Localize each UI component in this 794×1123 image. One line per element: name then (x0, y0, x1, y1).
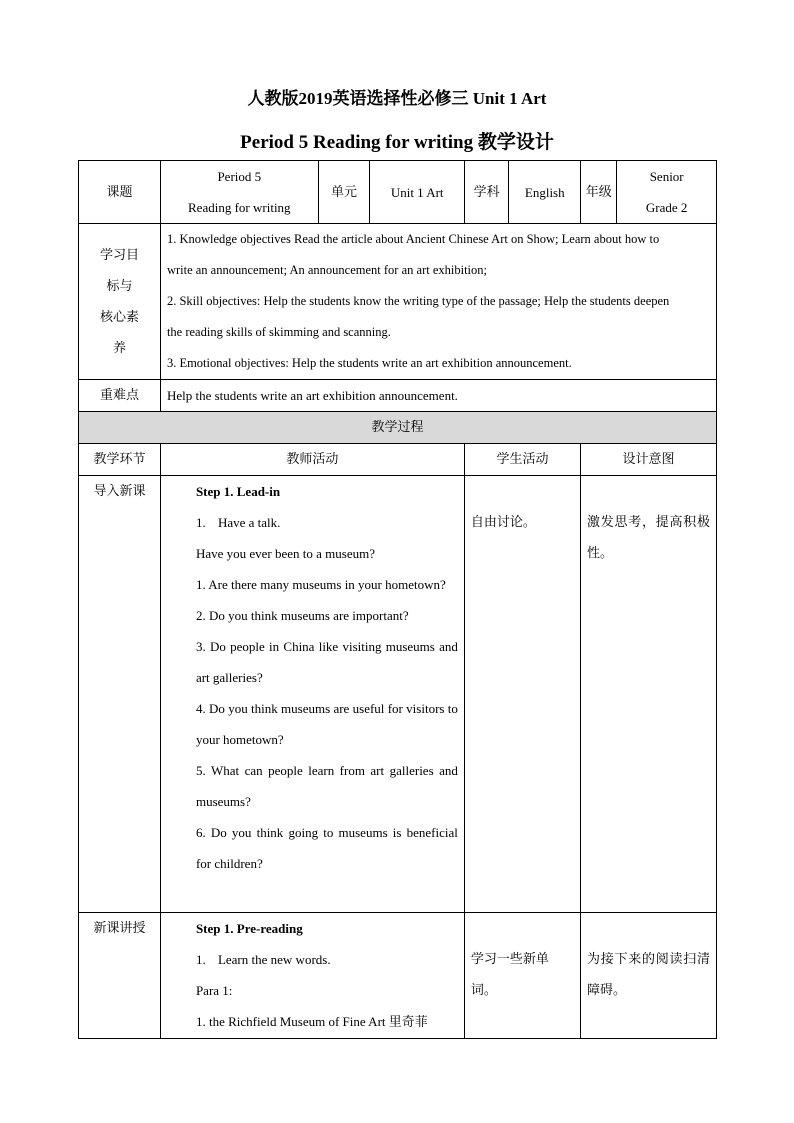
lead-in-question-5: 5. What can people learn from art galleries and museums? (195, 763, 458, 809)
topic-value-line-2: Reading for writing (188, 200, 291, 215)
lead-in-student-text: 自由讨论。 (470, 515, 536, 530)
grade-label: 年级 (581, 161, 617, 224)
grade-value-line-2: Grade 2 (645, 200, 688, 215)
lead-in-question-1: 1. Are there many museums in your hometown? (195, 577, 446, 592)
lead-in-teacher (160, 476, 464, 913)
new-lesson-intent-text: 为接下来的阅读扫清障碍。 (587, 952, 710, 998)
lead-in-item: 1. Have a talk. (195, 515, 281, 530)
grade-value (617, 161, 717, 224)
unit-label: 单元 (318, 161, 370, 224)
new-lesson-teacher (160, 913, 464, 1039)
subject-value: English (509, 161, 581, 224)
lead-in-question-4: 4. Do you think museums are useful for visitors to your hometown? (195, 701, 458, 747)
grade-value-line-1: Senior (649, 169, 684, 184)
new-lesson-intent (581, 913, 717, 1039)
objectives-label-line-1: 学习目 (99, 247, 139, 263)
objective-line-4: the reading skills of skimming and scanning. (166, 325, 391, 339)
objectives-row (79, 224, 717, 380)
para-label: Para 1: (195, 983, 233, 998)
vocab-item-1: 1. the Richfield Museum of Fine Art 里奇菲 (195, 1014, 428, 1029)
objectives-label-line-3: 核心素 (99, 309, 139, 325)
lead-in-question-6: 6. Do you think going to museums is beneficial for children? (195, 825, 458, 871)
key-points-text: Help the students write an art exhibition announcement. (160, 380, 716, 412)
lead-in-row (79, 476, 717, 913)
topic-label: 课题 (79, 161, 161, 224)
key-points-label: 重难点 (79, 380, 161, 412)
lesson-plan-table (78, 160, 717, 1039)
process-header: 教学过程 (79, 412, 717, 444)
lead-in-student (464, 476, 580, 913)
new-lesson-student-text: 学习一些新单词。 (470, 952, 549, 998)
objectives-label (79, 224, 161, 380)
new-lesson-stage: 新课讲授 (79, 913, 161, 1039)
document-title: 人教版2019英语选择性必修三 Unit 1 Art (247, 89, 547, 108)
document-subtitle: Period 5 Reading for writing 教学设计 (240, 132, 554, 153)
objective-line-1: 1. Knowledge objectives Read the article about Ancient Chinese Art on Show; Learn about how to (166, 232, 660, 246)
subject-label: 学科 (464, 161, 509, 224)
lead-in-question-3: 3. Do people in China like visiting museums and art galleries? (195, 639, 458, 685)
lead-in-question-0: Have you ever been to a museum? (195, 546, 375, 561)
objective-line-3: 2. Skill objectives: Help the students know the writing type of the passage; Help the students deepen (166, 294, 670, 308)
lead-in-intent-text: 激发思考，提高积极性。 (587, 515, 710, 561)
objectives-content (160, 224, 716, 380)
pre-reading-item: 1. Learn the new words. (195, 952, 331, 967)
objective-line-2: write an announcement; An announcement for an art exhibition; (166, 263, 487, 277)
new-lesson-student (464, 913, 580, 1039)
key-points-row (79, 380, 717, 412)
lead-in-step-title: Step 1. Lead-in (195, 484, 281, 499)
process-header-row (79, 412, 717, 444)
objectives-label-line-4: 养 (112, 340, 126, 356)
student-header: 学生活动 (464, 444, 580, 476)
pre-reading-step-title: Step 1. Pre-reading (195, 921, 303, 936)
column-header-row (79, 444, 717, 476)
new-lesson-row (79, 913, 717, 1039)
teacher-header: 教师活动 (160, 444, 464, 476)
intent-header: 设计意图 (581, 444, 717, 476)
objective-line-5: 3. Emotional objectives: Help the students write an art exhibition announcement. (166, 356, 572, 370)
lead-in-stage: 导入新课 (79, 476, 161, 913)
unit-value: Unit 1 Art (370, 161, 464, 224)
lead-in-question-2: 2. Do you think museums are important? (195, 608, 409, 623)
lead-in-intent (581, 476, 717, 913)
objectives-label-line-2: 标与 (106, 278, 133, 294)
topic-value (160, 161, 318, 224)
topic-value-line-1: Period 5 (217, 169, 262, 184)
info-row (79, 161, 717, 224)
stage-header: 教学环节 (79, 444, 161, 476)
